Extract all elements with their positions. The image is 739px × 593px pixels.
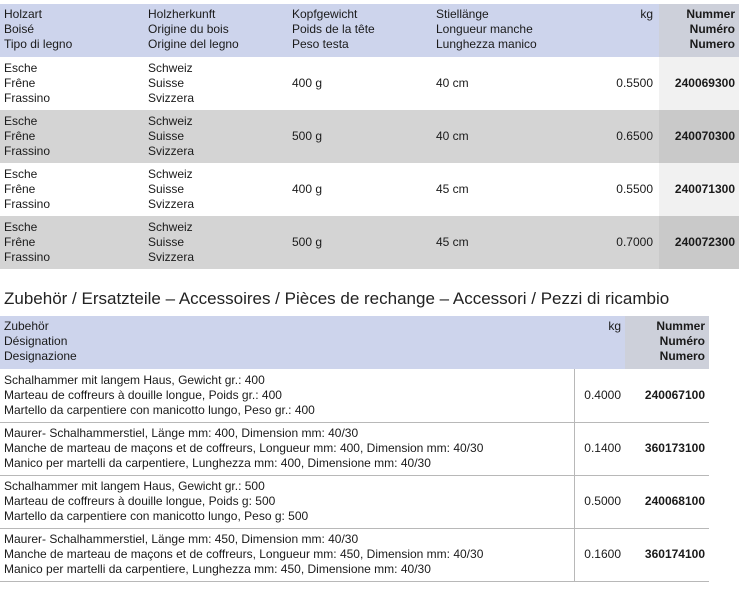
- kg-cell: 0.6500: [576, 110, 659, 163]
- product-row[interactable]: [0, 57, 739, 110]
- handle-length-cell: 40 cm: [436, 76, 469, 90]
- article-number-cell[interactable]: 240068100: [625, 475, 709, 528]
- article-number-cell[interactable]: 360173100: [625, 422, 709, 475]
- header-number: Nummer Numéro Numero: [625, 316, 709, 369]
- kg-cell: 0.7000: [576, 216, 659, 269]
- product-table: [0, 4, 739, 269]
- origin-cell: Schweiz Suisse Svizzera: [148, 61, 195, 105]
- head-weight-cell: 400 g: [292, 182, 323, 196]
- article-number-cell[interactable]: 240071300: [659, 163, 739, 216]
- header-origin: Holzherkunft Origine du bois Origine del legno: [144, 4, 288, 57]
- header-number: Nummer Numéro Numero: [659, 4, 739, 57]
- article-number-cell[interactable]: 240067100: [625, 369, 709, 422]
- handle-length-cell: 40 cm: [432, 110, 576, 163]
- head-weight-cell: 400 g: [292, 76, 323, 90]
- accessories-table: [0, 316, 709, 582]
- article-number-cell[interactable]: 240072300: [659, 216, 739, 269]
- product-row[interactable]: [0, 110, 739, 163]
- kg-cell: 0.1600: [574, 528, 625, 581]
- accessories-section-title: Zubehör / Ersatzteile – Accessoires / Pièces de rechange – Accessori / Pezzi di ricambio: [4, 289, 670, 308]
- kg-cell: 0.5500: [616, 76, 653, 90]
- designation-cell: Schalhammer mit langem Haus, Gewicht gr.: 500 Marteau de coffreurs à douille longue, Poids g: 500 Martello da carpentiere con manicotto lungo, Peso g: 500: [0, 475, 574, 528]
- article-number-cell[interactable]: 360174100: [625, 528, 709, 581]
- handle-length-cell: 45 cm: [436, 182, 469, 196]
- designation-cell: Maurer- Schalhammerstiel, Länge mm: 400, Dimension mm: 40/30 Manche de marteau de maçons et de coffreurs, Longueur mm: 400, Dimension mm: 40/30 Manico per martelli da carpentiere, Lunghezza mm: 400, Dimensione mm: 40/30: [0, 422, 574, 475]
- kg-cell: 0.5000: [574, 475, 625, 528]
- accessory-row[interactable]: [0, 422, 709, 475]
- head-weight-cell: 500 g: [288, 110, 432, 163]
- kg-cell: 0.5500: [616, 182, 653, 196]
- kg-cell: 0.4000: [574, 369, 625, 422]
- wood-cell: Esche Frêne Frassino: [0, 110, 144, 163]
- origin-cell: Schweiz Suisse Svizzera: [144, 216, 288, 269]
- article-number-cell[interactable]: 240069300: [659, 57, 739, 110]
- wood-cell: Esche Frêne Frassino: [0, 216, 144, 269]
- header-kg: kg: [576, 4, 659, 57]
- header-wood: Holzart Boisé Tipo di legno: [0, 4, 144, 57]
- header-head-weight: Kopfgewicht Poids de la tête Peso testa: [288, 4, 432, 57]
- product-row[interactable]: [0, 163, 739, 216]
- accessory-row[interactable]: [0, 528, 709, 581]
- origin-cell: Schweiz Suisse Svizzera: [144, 110, 288, 163]
- accessories-table-header: [0, 316, 709, 369]
- wood-cell: Esche Frêne Frassino: [4, 167, 51, 211]
- accessory-row[interactable]: [0, 475, 709, 528]
- head-weight-cell: 500 g: [288, 216, 432, 269]
- header-designation: Zubehör Désignation Designazione: [0, 316, 574, 369]
- product-table-header: [0, 4, 739, 57]
- accessory-row[interactable]: [0, 369, 709, 422]
- kg-cell: 0.1400: [574, 422, 625, 475]
- header-handle-length: Stiellänge Longueur manche Lunghezza manico: [432, 4, 576, 57]
- wood-cell: Esche Frêne Frassino: [4, 61, 51, 105]
- article-number-cell[interactable]: 240070300: [659, 110, 739, 163]
- origin-cell: Schweiz Suisse Svizzera: [148, 167, 195, 211]
- designation-cell: Maurer- Schalhammerstiel, Länge mm: 450, Dimension mm: 40/30 Manche de marteau de maçons et de coffreurs, Longueur mm: 450, Dimension mm: 40/30 Manico per martelli da carpentiere, Lunghezza mm: 450, Dimensione mm: 40/30: [0, 528, 574, 581]
- handle-length-cell: 45 cm: [432, 216, 576, 269]
- designation-cell: Schalhammer mit langem Haus, Gewicht gr.: 400 Marteau de coffreurs à douille longue, Poids gr.: 400 Martello da carpentiere con manicotto lungo, Peso gr.: 400: [0, 369, 574, 422]
- header-kg: kg: [574, 316, 625, 369]
- product-row[interactable]: [0, 216, 739, 269]
